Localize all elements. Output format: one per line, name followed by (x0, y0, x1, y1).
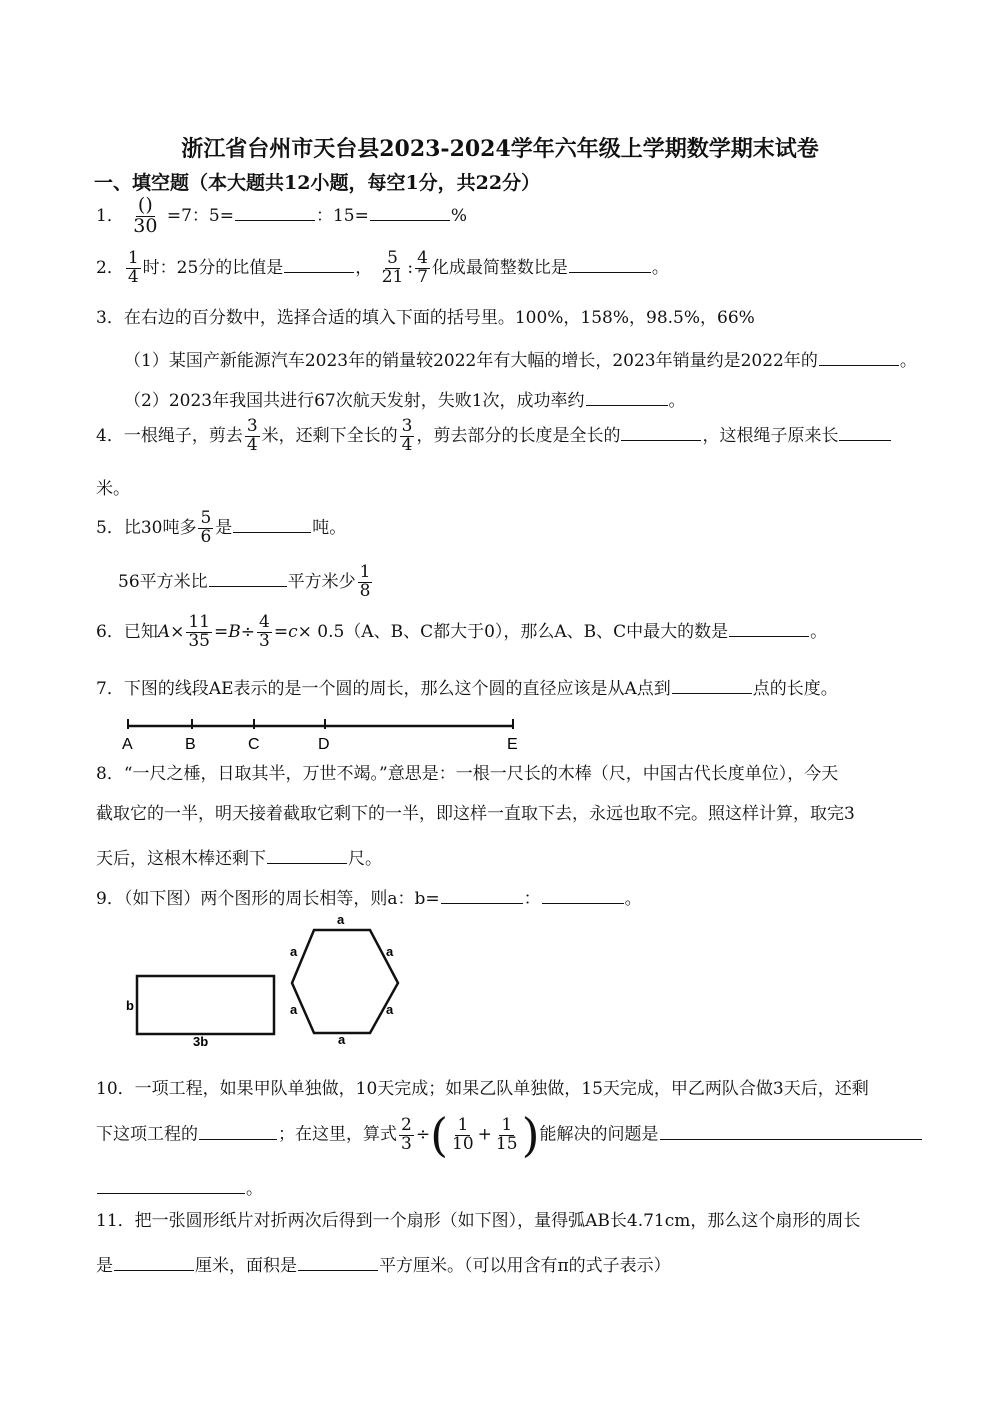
fraction: $\frac{3}{4}$ (246, 416, 258, 455)
answer-blank[interactable] (729, 619, 809, 637)
answer-blank[interactable] (586, 388, 668, 406)
question-3-part-2: （2）2023年我国共进行67次航天发射，失败1次，成功率约 。 (124, 388, 686, 410)
rect-height-label: b (126, 998, 134, 1013)
question-5: 5．比30吨多 $\frac{5}{6}$ 是 吨。 (96, 508, 347, 547)
hex-side-label: a (386, 1002, 394, 1017)
question-4: 4．一根绳子，剪去 $\frac{3}{4}$ 米，还剩下全长的 $\frac{3}{4}$ ，剪去部分的长度是全长的 ，这根绳子原来长 (96, 418, 892, 455)
left-paren-icon: ( (430, 1108, 449, 1162)
question-4-end: 米。 (96, 479, 130, 499)
fraction: $\frac{1}{10}$ (452, 1114, 474, 1154)
hexagon-shape (292, 930, 398, 1033)
hex-side-label: a (290, 944, 298, 959)
question-1: 1． $\frac{()}{30}$ =7：5= ：15= % (96, 194, 467, 237)
answer-blank[interactable] (284, 255, 354, 273)
hex-side-label: a (386, 944, 394, 959)
question-5-line-2: 56平方米比 平方米少 $\frac{1}{8}$ (118, 562, 371, 601)
label-c: C (248, 736, 260, 753)
fraction: $\frac{()}{30}$ (133, 194, 158, 237)
answer-blank[interactable] (298, 1253, 378, 1271)
label-a: A (122, 736, 133, 753)
question-3-part-1: （1）某国产新能源汽车2023年的销量较2022年有大幅的增长，2023年销量约是2022年的 。 (124, 348, 917, 370)
answer-blank[interactable] (97, 1176, 245, 1194)
question-6: 6．已知A× $\frac{11}{35}$ =B÷ $\frac{4}{3}$ =c× 0.5（A、B、C都大于0），那么A、B、C中最大的数是 。 (96, 612, 828, 651)
question-10-line-3: 。 (96, 1176, 263, 1198)
answer-blank[interactable] (569, 255, 651, 273)
fraction: $\frac{2}{3}$ (401, 1114, 412, 1154)
label-e: E (507, 736, 518, 753)
answer-blank[interactable] (370, 203, 450, 221)
question-7: 7．下图的线段AE表示的是一个圆的周长，那么这个圆的直径应该是从A点到 点的长度。 (96, 676, 838, 698)
rect-width-label: 3b (193, 1034, 209, 1049)
perimeter-figures (120, 908, 420, 1050)
question-11-line-2: 是 厘米，面积是 平方厘米。（可以用含有π的式子表示） (96, 1253, 671, 1275)
question-3-stem: 3．在右边的百分数中，选择合适的填入下面的括号里。100%，158%，98.5%，66% (96, 308, 755, 328)
answer-blank[interactable] (235, 203, 315, 221)
segment-diagram (110, 710, 530, 754)
answer-blank[interactable] (267, 846, 347, 864)
fraction: $\frac{1}{8}$ (359, 562, 371, 601)
right-paren-icon: ) (521, 1108, 540, 1162)
hex-side-label: a (290, 1002, 298, 1017)
answer-blank[interactable] (114, 1253, 194, 1271)
answer-blank[interactable] (199, 1122, 277, 1140)
fraction: $\frac{1}{15}$ (495, 1114, 518, 1154)
question-8-line-3: 天后，这根木棒还剩下 尺。 (96, 846, 382, 868)
answer-blank[interactable] (819, 348, 899, 366)
answer-blank[interactable] (441, 886, 523, 904)
section-heading: 一、填空题（本大题共12小题，每空1分，共22分） (94, 172, 541, 194)
answer-blank[interactable] (621, 423, 701, 441)
fraction: $\frac{5}{6}$ (200, 508, 212, 547)
answer-blank[interactable] (660, 1122, 922, 1140)
question-9: 9．（如下图）两个图形的周长相等，则a：b= ： 。 (96, 886, 642, 908)
answer-blank[interactable] (209, 569, 287, 587)
fraction: $\frac{1}{4}$ (127, 248, 139, 287)
question-8-line-2: 截取它的一半，明天接着截取它剩下的一半，即这样一直取下去，永远也取不完。照这样计算，取完3 (96, 804, 855, 824)
answer-blank[interactable] (839, 423, 891, 441)
fraction: $\frac{11}{35}$ (188, 612, 210, 651)
question-10-line-1: 10．一项工程，如果甲队单独做，10天完成；如果乙队单独做，15天完成，甲乙两队合做3天后，还剩 (96, 1079, 869, 1099)
label-b: B (185, 736, 196, 753)
question-10-line-2: 下这项工程的 ；在这里，算式 $\frac{2}{3}$ ÷( $\frac{1}{10}$ + $\frac{1}{15}$ )能解决的问题是 (96, 1112, 923, 1158)
answer-blank[interactable] (672, 676, 752, 694)
hex-side-label: a (337, 912, 345, 927)
answer-blank[interactable] (233, 515, 311, 533)
fraction: $\frac{4}{3}$ (259, 612, 270, 651)
fraction: $\frac{4}{7}$ (417, 248, 428, 287)
question-11-line-1: 11．把一张圆形纸片对折两次后得到一个扇形（如下图），量得弧AB长4.71cm，那么这个扇形的周长 (96, 1211, 861, 1231)
answer-blank[interactable] (542, 886, 624, 904)
label-d: D (318, 736, 330, 753)
question-2: 2． $\frac{1}{4}$ 时：25分的比值是 ， $\frac{5}{21}$ : $\frac{4}{7}$ 化成最简整数比是 。 (96, 248, 669, 287)
question-8-line-1: 8．“一尺之棰，日取其半，万世不竭。”意思是：一根一尺长的木棒（尺，中国古代长度单位），今天 (96, 764, 839, 784)
fraction: $\frac{3}{4}$ (401, 416, 413, 455)
hex-side-label: a (338, 1032, 346, 1047)
rectangle-shape (137, 976, 274, 1034)
fraction: $\frac{5}{21}$ (381, 248, 404, 287)
page-title: 浙江省台州市天台县2023-2024学年六年级上学期数学期末试卷 (181, 136, 819, 162)
